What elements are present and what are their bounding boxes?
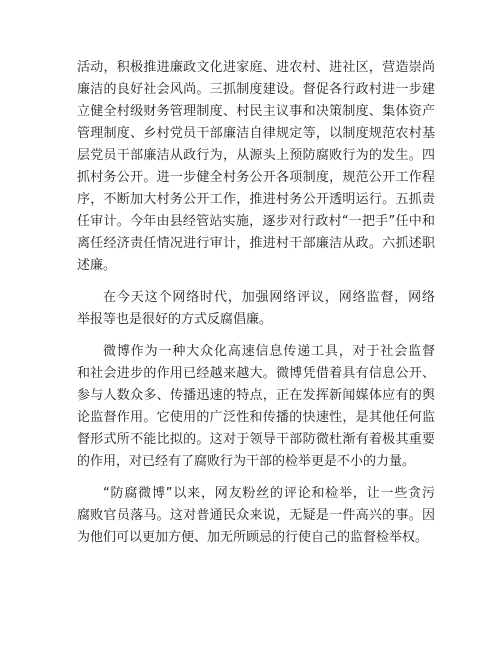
text-line: 层党员干部廉洁从政行为，从源头上预防腐败行为的发生。四 — [77, 148, 435, 163]
text-line: 在今天这个网络时代，加强网络评议，网络监督，网络 — [103, 290, 435, 305]
text-line: 管理制度、乡村党员干部廉洁自律规定等，以制度规范农村基 — [77, 126, 435, 141]
paragraph-village-affairs — [77, 57, 435, 277]
text-line: 任审计。今年由县经管站实施，逐步对行政村“一把手”任中和 — [77, 214, 435, 229]
paragraph-gap — [77, 331, 435, 341]
text-line: 为他们可以更加方便、加无所顾忌的行使自己的监督检举权。 — [77, 530, 429, 545]
text-line: 和社会进步的作用已经越来越大。微博凭借着具有信息公开、 — [77, 366, 435, 381]
text-line: 微博作为一种大众化高速信息传递工具，对于社会监督 — [103, 344, 435, 359]
document-body — [77, 57, 435, 549]
paragraph-weibo — [77, 341, 435, 473]
text-line: 参与人数众多、传播迅速的特点，正在发挥新闻媒体应有的舆 — [77, 388, 435, 403]
text-line: 廉洁的良好社会风尚。三抓制度建设。督促各行政村进一步建 — [77, 82, 435, 97]
paragraph-gap — [77, 473, 435, 483]
text-line: 论监督作用。它使用的广泛性和传播的快速性，是其他任何监 — [77, 410, 435, 425]
text-line: 腐败官员落马。这对普通民众来说，无疑是一件高兴的事。因 — [77, 508, 435, 523]
text-line: 立健全村级财务管理制度、村民主议事和决策制度、集体资产 — [77, 104, 435, 119]
text-line: 离任经济责任情况进行审计，推进村干部廉洁从政。六抓述职 — [77, 236, 435, 251]
text-line: “防腐微博”以来，网友粉丝的评论和检举，让一些贪污 — [103, 486, 435, 501]
text-line: 的作用，对已经有了腐败行为干部的检举更是不小的力量。 — [77, 454, 416, 469]
text-line: 述廉。 — [77, 258, 117, 273]
paragraph-anticorruption-weibo — [77, 483, 435, 549]
text-line: 抓村务公开。进一步健全村务公开各项制度，规范公开工作程 — [77, 170, 435, 185]
text-line: 序，不断加大村务公开工作，推进村务公开透明运行。五抓责 — [77, 192, 435, 207]
paragraph-network-supervision — [77, 287, 435, 331]
text-line: 举报等也是很好的方式反腐倡廉。 — [77, 312, 273, 327]
text-line: 督形式所不能比拟的。这对于领导干部防微杜渐有着极其重要 — [77, 432, 435, 447]
text-line: 活动，积极推进廉政文化进家庭、进农村、进社区，营造崇尚 — [77, 60, 435, 75]
paragraph-gap — [77, 277, 435, 287]
